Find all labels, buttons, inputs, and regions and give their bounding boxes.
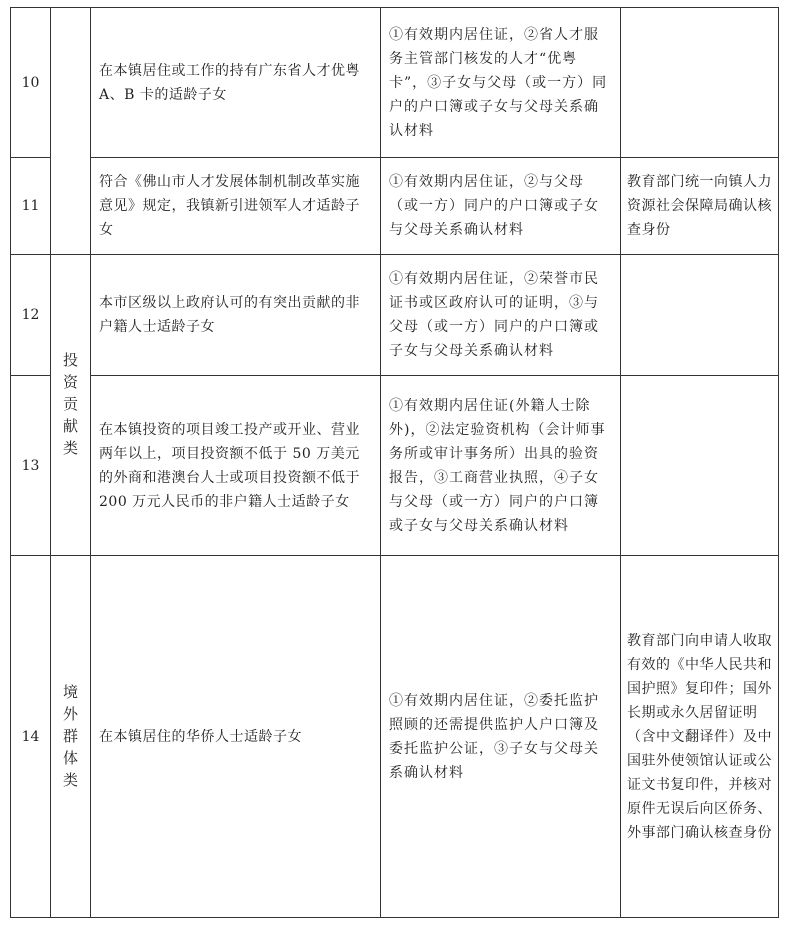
documents-cell: ①有效期内居住证，②荣誉市民证书或区政府认可的证明，③与父母（或一方）同户的户口簿或子女与父母关系确认材料 — [381, 255, 621, 376]
verify-cell — [621, 255, 779, 376]
verify-cell — [621, 8, 779, 158]
condition-cell: 本市区级以上政府认可的有突出贡献的非户籍人士适龄子女 — [91, 255, 381, 376]
documents-cell: ①有效期内居住证(外籍人士除外)，②法定验资机构（会计师事务所或审计事务所）出具的验资报告，③工商营业执照，④子女与父母（或一方）同户的户口簿或子女与父母关系确认材料 — [381, 376, 621, 556]
condition-cell: 在本镇居住或工作的持有广东省人才优粤 A、B 卡的适龄子女 — [91, 8, 381, 158]
document-page — [10, 7, 778, 918]
category-investment — [51, 255, 91, 556]
category-cell-blank — [51, 8, 91, 255]
row-number: 14 — [11, 556, 51, 918]
row-number: 11 — [11, 158, 51, 255]
table-row — [11, 8, 779, 158]
condition-cell: 在本镇投资的项目竣工投产或开业、营业两年以上，项目投资额不低于 50 万美元的外商和港澳台人士或项目投资额不低于 200 万元人民币的非户籍人士适龄子女 — [91, 376, 381, 556]
category-overseas — [51, 556, 91, 918]
condition-cell: 符合《佛山市人才发展体制机制改革实施意见》规定，我镇新引进领军人才适龄子女 — [91, 158, 381, 255]
table-row — [11, 158, 779, 255]
row-number: 12 — [11, 255, 51, 376]
category-label: 投资贡献类 — [62, 351, 78, 457]
documents-cell: ①有效期内居住证，②与父母（或一方）同户的户口簿或子女与父母关系确认材料 — [381, 158, 621, 255]
verify-cell: 教育部门向申请人收取有效的《中华人民共和国护照》复印件；国外长期或永久居留证明（含中文翻译件）及中国驻外使领馆认证或公证文书复印件，并核对原件无误后向区侨务、外事部门确认核查身份 — [621, 556, 779, 918]
table-row — [11, 376, 779, 556]
row-number: 13 — [11, 376, 51, 556]
row-number: 10 — [11, 8, 51, 158]
documents-cell: ①有效期内居住证，②委托监护照顾的还需提供监护人户口簿及委托监护公证，③子女与父母关系确认材料 — [381, 556, 621, 918]
category-label: 境外群体类 — [62, 682, 78, 789]
documents-cell: ①有效期内居住证，②省人才服务主管部门核发的人才“优粤卡”，③子女与父母（或一方）同户的户口簿或子女与父母关系确认材料 — [381, 8, 621, 158]
table-row — [11, 556, 779, 918]
condition-cell: 在本镇居住的华侨人士适龄子女 — [91, 556, 381, 918]
table-row — [11, 255, 779, 376]
eligibility-table — [10, 7, 779, 918]
verify-cell — [621, 376, 779, 556]
verify-cell: 教育部门统一向镇人力资源社会保障局确认核查身份 — [621, 158, 779, 255]
